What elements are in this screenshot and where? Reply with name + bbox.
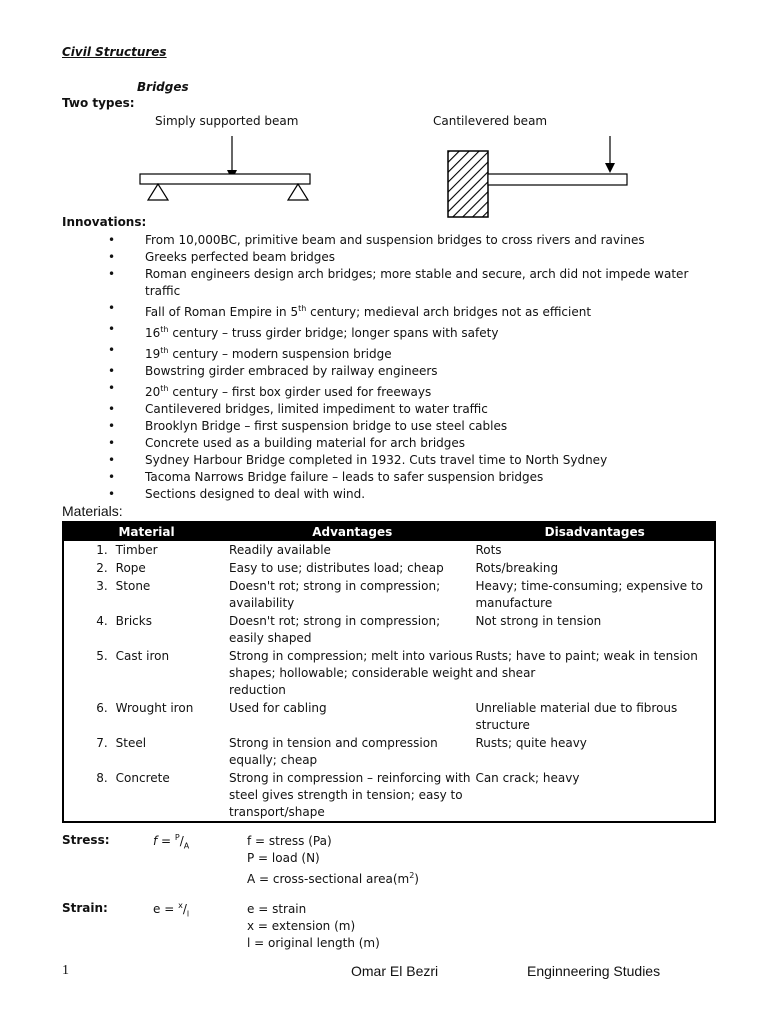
wall-support	[448, 151, 488, 217]
table-row	[63, 559, 715, 577]
innovation-item	[108, 401, 708, 418]
innovation-item	[108, 469, 708, 486]
stress-definitions	[247, 833, 419, 888]
strain-label: Strain:	[62, 901, 108, 915]
material-advantages: Readily available	[229, 543, 331, 557]
innovation-text: Brooklyn Bridge – first suspension bridge to use steel cables	[145, 419, 508, 433]
material-advantages: Doesn't rot; strong in compression; easily shaped	[229, 614, 441, 645]
simply-supported-label: Simply supported beam	[155, 114, 299, 128]
support-left	[148, 184, 168, 200]
innovation-text: century – first box girder used for freeways	[168, 385, 432, 399]
innovation-item	[108, 321, 708, 342]
innovation-item	[108, 380, 708, 401]
innovation-item	[108, 300, 708, 321]
row-number: 4.	[96, 614, 108, 628]
page-title: Civil Structures	[62, 45, 167, 59]
bullet-icon: •	[108, 364, 116, 378]
section-subtitle: Bridges	[137, 80, 189, 94]
material-advantages: Strong in compression – reinforcing with steel gives strength in tension; easy to transport/shape	[229, 771, 471, 819]
stress-def-p: P = load (N)	[247, 851, 320, 865]
material-name: Stone	[115, 579, 151, 593]
table-row	[63, 769, 715, 822]
innovation-text: Sections designed to deal with wind.	[145, 487, 366, 501]
strain-equals: =	[160, 902, 179, 916]
bullet-icon: •	[108, 436, 116, 450]
table-row	[63, 699, 715, 734]
bullet-icon: •	[108, 381, 116, 395]
bullet-icon: •	[108, 343, 116, 357]
stress-def-f: f = stress (Pa)	[247, 834, 332, 848]
stress-equals: =	[157, 834, 175, 848]
bullet-icon: •	[108, 233, 116, 247]
footer-subject: Enginneering Studies	[527, 963, 661, 979]
ordinal-suffix: th	[160, 346, 169, 355]
material-disadvantages: Rusts; have to paint; weak in tension and shear	[475, 649, 698, 680]
material-name: Wrought iron	[115, 701, 194, 715]
stress-formula	[153, 833, 189, 850]
innovation-text: century – modern suspension bridge	[168, 347, 392, 361]
support-right	[288, 184, 308, 200]
row-number: 2.	[96, 561, 108, 575]
material-advantages: Easy to use; distributes load; cheap	[229, 561, 444, 575]
innovation-text: Concrete used as a building material for arch bridges	[145, 436, 466, 450]
innovation-text: Roman engineers design arch bridges; more stable and secure, arch did not impede water traffic	[145, 267, 689, 298]
innovation-text: Bowstring girder embraced by railway engineers	[145, 364, 438, 378]
material-name: Timber	[115, 543, 158, 557]
page-number: 1	[62, 963, 69, 978]
material-disadvantages: Can crack; heavy	[475, 771, 580, 785]
stress-denominator: A	[183, 841, 190, 851]
innovation-item	[108, 266, 708, 300]
strain-definitions	[247, 901, 380, 952]
table-row	[63, 577, 715, 612]
innovation-text: Tacoma Narrows Bridge failure – leads to safer suspension bridges	[145, 470, 544, 484]
beam	[140, 174, 310, 184]
cantilevered-beam-diagram	[440, 130, 635, 222]
bullet-icon: •	[108, 301, 116, 315]
row-number: 1.	[96, 543, 108, 557]
innovation-text: 20	[145, 385, 161, 399]
innovation-text: Greeks perfected beam bridges	[145, 250, 336, 264]
ordinal-suffix: th	[160, 384, 169, 393]
innovations-heading: Innovations:	[62, 215, 147, 229]
table-row	[63, 734, 715, 769]
material-disadvantages: Unreliable material due to fibrous structure	[475, 701, 678, 732]
bullet-icon: •	[108, 322, 116, 336]
innovation-item	[108, 342, 708, 363]
bullet-icon: •	[108, 453, 116, 467]
innovation-item	[108, 418, 708, 435]
innovation-text: Cantilevered bridges, limited impediment to water traffic	[145, 402, 488, 416]
material-disadvantages: Not strong in tension	[475, 614, 602, 628]
strain-formula	[153, 901, 189, 918]
material-advantages: Used for cabling	[229, 701, 327, 715]
stress-numerator: P	[174, 833, 180, 842]
material-name: Rope	[115, 561, 146, 575]
bullet-icon: •	[108, 419, 116, 433]
material-name: Bricks	[115, 614, 152, 628]
simply-supported-beam-diagram	[130, 130, 320, 205]
strain-symbol: e	[153, 902, 161, 916]
ordinal-suffix: th	[160, 325, 169, 334]
strain-slash: /	[182, 902, 187, 916]
row-number: 6.	[96, 701, 108, 715]
stress-symbol: f	[153, 834, 158, 848]
stress-label: Stress:	[62, 833, 110, 847]
innovation-text: Sydney Harbour Bridge completed in 1932. Cuts travel time to North Sydney	[145, 453, 608, 467]
material-disadvantages: Rusts; quite heavy	[475, 736, 587, 750]
material-name: Steel	[115, 736, 147, 750]
stress-def-a	[247, 867, 419, 888]
table-row	[63, 612, 715, 647]
bullet-icon: •	[108, 250, 116, 264]
innovation-text: Fall of Roman Empire in 5	[145, 305, 299, 319]
innovation-text: From 10,000BC, primitive beam and suspension bridges to cross rivers and ravines	[145, 233, 645, 247]
innovation-item	[108, 452, 708, 469]
innovation-item	[108, 249, 708, 266]
material-disadvantages: Rots	[475, 543, 502, 557]
footer-author: Omar El Bezri	[351, 963, 439, 979]
innovation-item	[108, 486, 708, 503]
strain-def-l: l = original length (m)	[247, 936, 380, 950]
row-number: 7.	[96, 736, 108, 750]
innovation-text: 16	[145, 326, 161, 340]
innovation-item	[108, 435, 708, 452]
bullet-icon: •	[108, 487, 116, 501]
innovation-item	[108, 363, 708, 380]
strain-def-e: e = strain	[247, 902, 307, 916]
material-name: Concrete	[115, 771, 170, 785]
header-disadvantages: Disadvantages	[475, 522, 715, 541]
cantilevered-label: Cantilevered beam	[433, 114, 548, 128]
row-number: 3.	[96, 579, 108, 593]
header-material: Material	[63, 522, 229, 541]
strain-def-x: x = extension (m)	[247, 919, 356, 933]
stress-def-a-text: A = cross-sectional area(m	[247, 872, 410, 886]
material-advantages: Doesn't rot; strong in compression; availability	[229, 579, 441, 610]
stress-def-a-sup: 2	[409, 871, 415, 880]
row-number: 5.	[96, 649, 108, 663]
bullet-icon: •	[108, 470, 116, 484]
table-row	[63, 647, 715, 699]
materials-table	[62, 521, 716, 823]
two-types-label: Two types:	[62, 96, 135, 110]
bullet-icon: •	[108, 267, 116, 281]
strain-denominator: l	[186, 909, 190, 919]
material-name: Cast iron	[115, 649, 170, 663]
materials-heading: Materials:	[62, 503, 123, 519]
innovation-text: century – truss girder bridge; longer spans with safety	[168, 326, 499, 340]
material-advantages: Strong in compression; melt into various shapes; hollowable; considerable weight reduction	[229, 649, 473, 697]
innovation-text: century; medieval arch bridges not as efficient	[306, 305, 592, 319]
innovation-text: 19	[145, 347, 161, 361]
table-row	[63, 541, 715, 559]
innovations-list	[108, 232, 708, 503]
innovation-item	[108, 232, 708, 249]
strain-numerator: x	[178, 901, 183, 910]
material-disadvantages: Heavy; time-consuming; expensive to manufacture	[475, 579, 704, 610]
row-number: 8.	[96, 771, 108, 785]
stress-def-a-close: )	[414, 872, 419, 886]
material-disadvantages: Rots/breaking	[475, 561, 559, 575]
ordinal-suffix: th	[298, 304, 307, 313]
header-advantages: Advantages	[229, 522, 475, 541]
bullet-icon: •	[108, 402, 116, 416]
load-arrow-head	[605, 163, 615, 173]
table-header-row	[63, 522, 715, 541]
stress-slash: /	[179, 834, 184, 848]
cantilever-beam	[488, 174, 627, 185]
material-advantages: Strong in tension and compression equally; cheap	[229, 736, 438, 767]
